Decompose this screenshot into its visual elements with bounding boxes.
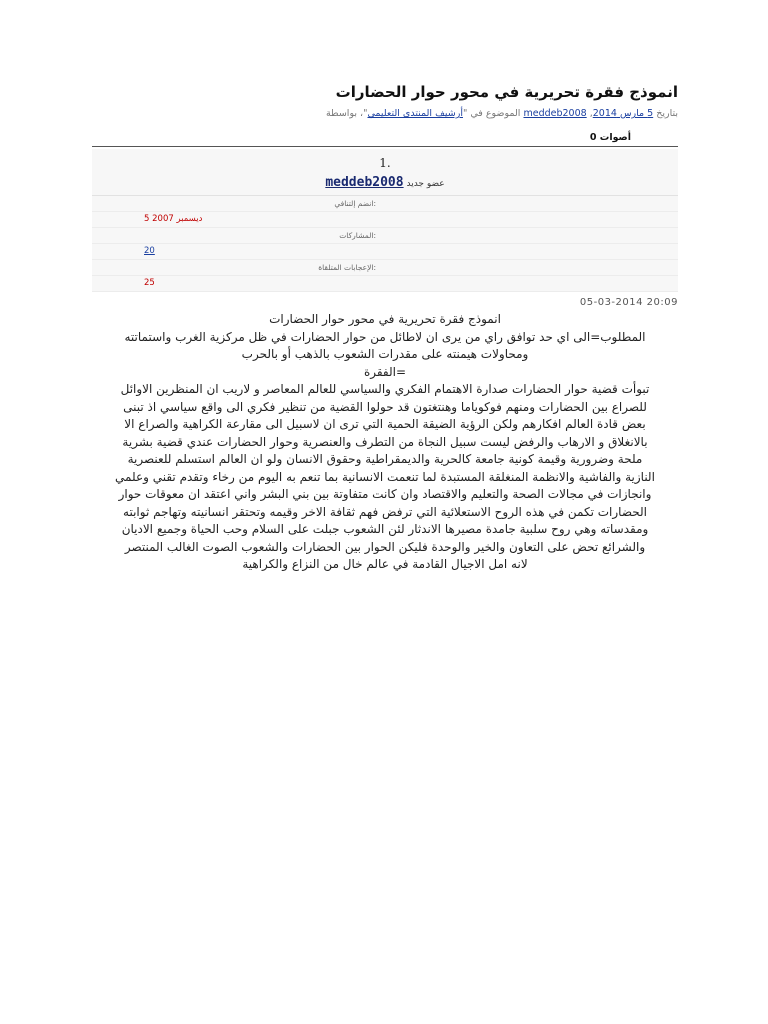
divider xyxy=(92,146,678,147)
posts-count-link[interactable]: 20 xyxy=(144,246,155,256)
thread-meta: بتاريخ 5 مارس 2014, meddeb2008 الموضوع في "أرشيف المنتدى التعليمي"، بواسطة xyxy=(325,108,678,119)
likes-value: 25 xyxy=(92,276,678,292)
meta-by-suffix: بواسطة xyxy=(325,108,357,119)
post-date: 05-03-2014 20:09 xyxy=(579,297,678,308)
body-line: للصراع بين الحضارات ومنهم فوكوياما وهنتغتون قد حولوا القضية من تنظير فكري الى واقع سياسي اذ تبنى xyxy=(123,399,647,414)
page-title: انموذج فقرة تحريرية في محور حوار الحضارات xyxy=(335,83,678,101)
body-line: وانجازات في مجالات الصحة والتعليم والاقتصاد وان كانت متفاوتة بين بني البشر واني اعتقد ان معوقات حوار xyxy=(118,487,652,501)
post-body xyxy=(92,311,678,574)
author-link[interactable]: meddeb2008 xyxy=(523,108,587,119)
post-number: 1. xyxy=(379,156,391,170)
body-line: ومقدساته وهي روح سلبية جامدة مصيرها الاندثار لئن الشعوب جبلت على السلام وحب الحياة وجميع الاديان xyxy=(121,522,649,536)
archive-link[interactable]: أرشيف المنتدى التعليمي xyxy=(367,108,463,119)
likes-label: :الإعجابات المتلقاة xyxy=(92,260,678,276)
date-link[interactable]: 5 مارس 2014 xyxy=(592,108,654,119)
posts-value-cell xyxy=(92,244,678,260)
username-link[interactable]: meddeb2008 xyxy=(325,175,404,190)
body-line: ومحاولات هيمنته على مقدرات الشعوب بالذهب أو بالحرب xyxy=(241,347,529,361)
body-line: والشرائع تحض على التعاون والخير والوحدة فليكن الحوار بين الحضارات والشعوب الصوت الغالب المنتصر xyxy=(124,539,646,554)
post xyxy=(92,149,678,292)
votes-count: أصوات 0 xyxy=(589,132,631,143)
body-line: النازية والفاشية والانظمة المنغلقة المستبدة لما تنعمت الانسانية بما تنعم به اليوم من رخاء وتقدم تقني وعلمي xyxy=(115,469,655,484)
posts-label: :المشاركات xyxy=(92,228,678,244)
body-line: ملحة وضرورية وقيمة كونية جامعة كالحرية والديمقراطية وحقوق الانسان ولو ان العالم استسلم للعنصرية xyxy=(127,452,643,466)
page-content xyxy=(92,80,678,574)
post-user xyxy=(92,175,678,192)
user-info-table xyxy=(92,195,678,292)
body-line: بعض قادة العالم افكارهم ولكن الرؤية الضيقة الحمية التي ترى ان لاسبيل الى مقارعة الكراهية والصراع الا xyxy=(124,417,646,431)
body-line: انموذج فقرة تحريرية في محور حوار الحضارات xyxy=(269,312,501,326)
body-line: بالانغلاق و الارهاب والرفض ليست سبيل النجاة من التطرف والعنصرية وحوار الحضارات عندي قضية بشرية xyxy=(122,434,648,449)
user-role: عضو جديد xyxy=(406,179,445,189)
meta-date-prefix: بتاريخ xyxy=(656,108,678,119)
join-date-value: 5 ديسمبر 2007 xyxy=(92,212,678,228)
body-line: الحضارات تكمن في هذه الروح الاستعلائية التي ترفض فهم ثقافة الاخر وقيمه وتحتقر انسانيته وتهاجم ثوابته xyxy=(123,504,647,519)
join-date-label: :انضم إلتنافي xyxy=(92,196,678,212)
body-line: =الفقرة xyxy=(363,364,407,379)
body-line: المطلوب=الى اي حد توافق راي من يرى ان لاطائل من حوار الحضارات في ظل مركزية الغرب واستماتته xyxy=(124,329,646,344)
meta-topic-in: الموضوع في xyxy=(470,108,521,119)
body-line: تبوأت قضية حوار الحضارات صدارة الاهتمام الفكري والسياسي للعالم المعاصر و لاريب ان المنظرين الاوائل xyxy=(120,382,650,396)
body-line: لانه امل الاجيال القادمة في عالم خال من النزاع والكراهية xyxy=(242,557,528,571)
